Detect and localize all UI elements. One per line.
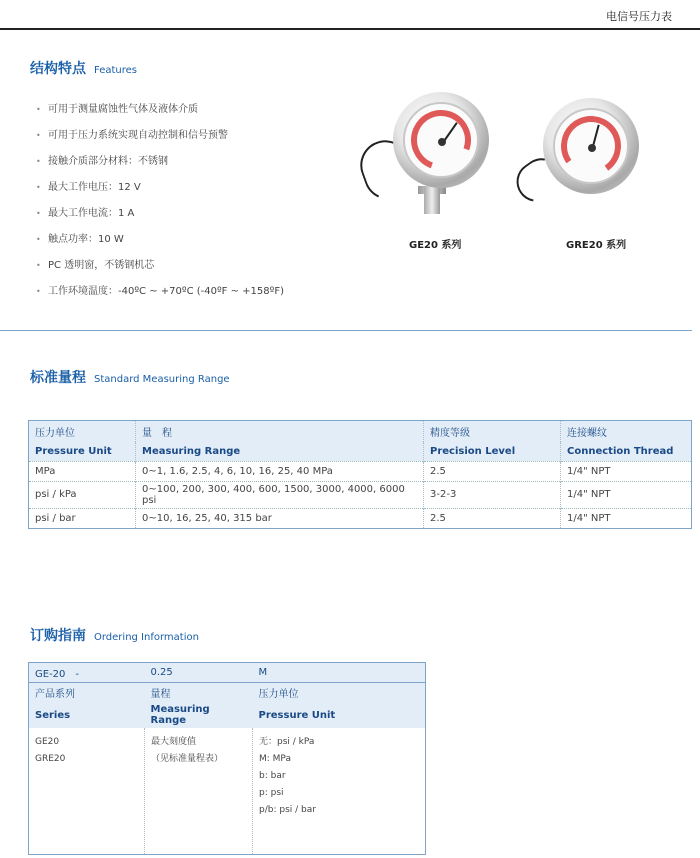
list-item: M: MPa bbox=[259, 754, 291, 764]
bullet-icon: • bbox=[36, 105, 41, 114]
range-heading bbox=[30, 367, 230, 387]
table-cell: 0~1, 1.6, 2.5, 4, 6, 10, 16, 25, 40 MPa bbox=[136, 461, 424, 481]
order-code-unit: M bbox=[253, 663, 426, 683]
order-header-row-zh bbox=[29, 683, 426, 703]
features-title-en: Features bbox=[94, 65, 137, 76]
order-code-row bbox=[29, 663, 426, 683]
table-cell: 0~100, 200, 300, 400, 600, 1500, 3000, 4000, 6000 psi bbox=[136, 481, 424, 508]
table-header-row-zh bbox=[29, 421, 692, 443]
table-cell: 1/4" NPT bbox=[561, 508, 692, 528]
list-item: p: psi bbox=[259, 788, 284, 798]
bullet-icon: • bbox=[36, 261, 41, 270]
gauge-face bbox=[553, 108, 629, 184]
header-cell: Precision Level bbox=[424, 442, 561, 461]
header-cell: 压力单位 bbox=[29, 421, 136, 443]
header-cell: 连接螺纹 bbox=[561, 421, 692, 443]
list-item: 最大刻度值 bbox=[151, 737, 197, 747]
ordering-table bbox=[28, 662, 426, 855]
feature-item: • 可用于压力系统实现自动控制和信号预警 bbox=[36, 129, 284, 155]
table-cell: 1/4" NPT bbox=[561, 481, 692, 508]
header-divider bbox=[0, 28, 700, 30]
header-cell: 量程 bbox=[145, 683, 253, 703]
header-cell: 量 程 bbox=[136, 421, 424, 443]
table-cell: 3-2-3 bbox=[424, 481, 561, 508]
section-divider bbox=[0, 330, 692, 331]
feature-item: • 接触介质部分材料：不锈钢 bbox=[36, 155, 284, 181]
header-cell: Measuring Range bbox=[145, 702, 253, 728]
table-header-row-en bbox=[29, 442, 692, 461]
gre20-caption: GRE20 系列 bbox=[566, 240, 627, 251]
order-heading bbox=[30, 625, 199, 645]
table-cell: 0~10, 16, 25, 40, 315 bar bbox=[136, 508, 424, 528]
list-item: GRE20 bbox=[35, 754, 66, 764]
order-code-series: GE-20 - bbox=[29, 663, 145, 683]
table-cell: MPa bbox=[29, 461, 136, 481]
bullet-icon: • bbox=[36, 157, 41, 166]
list-item: GE20 bbox=[35, 737, 60, 747]
series-options bbox=[29, 728, 145, 854]
table-cell: 1/4" NPT bbox=[561, 461, 692, 481]
header-cell: Connection Thread bbox=[561, 442, 692, 461]
feature-item: • 最大工作电压：12 V bbox=[36, 181, 284, 207]
header-cell: Pressure Unit bbox=[253, 702, 426, 728]
feature-item: • 触点功率：10 W bbox=[36, 233, 284, 259]
feature-item: • 可用于测量腐蚀性气体及液体介质 bbox=[36, 103, 284, 129]
table-row bbox=[29, 508, 692, 528]
bullet-icon: • bbox=[36, 287, 41, 296]
feature-item: • PC 透明窗，不锈钢机芯 bbox=[36, 259, 284, 285]
document-header-title: 电信号压力表 bbox=[606, 10, 672, 23]
gauge-face bbox=[403, 102, 479, 178]
order-code-range: 0.25 bbox=[145, 663, 253, 683]
feature-item: • 工作环境温度：-40ºC ~ +70ºC (-40ºF ~ +158ºF) bbox=[36, 285, 284, 311]
range-options bbox=[145, 728, 253, 854]
list-item: p/b: psi / bar bbox=[259, 805, 316, 815]
list-item: b: bar bbox=[259, 771, 286, 781]
header-cell: Pressure Unit bbox=[29, 442, 136, 461]
list-item: （见标准量程表） bbox=[151, 754, 224, 764]
header-cell: 产品系列 bbox=[29, 683, 145, 703]
features-title-zh: 结构特点 bbox=[30, 61, 86, 77]
table-cell: psi / kPa bbox=[29, 481, 136, 508]
table-row bbox=[29, 481, 692, 508]
header-cell: Series bbox=[29, 702, 145, 728]
bullet-icon: • bbox=[36, 131, 41, 140]
table-cell: psi / bar bbox=[29, 508, 136, 528]
order-title-en: Ordering Information bbox=[94, 632, 199, 643]
range-title-zh: 标准量程 bbox=[30, 370, 86, 386]
ge20-caption: GE20 系列 bbox=[409, 240, 462, 251]
bullet-icon: • bbox=[36, 235, 41, 244]
features-heading bbox=[30, 58, 137, 78]
order-header-row-en bbox=[29, 702, 426, 728]
table-row bbox=[29, 461, 692, 481]
gauge-stem bbox=[424, 186, 440, 214]
bullet-icon: • bbox=[36, 209, 41, 218]
measuring-range-table bbox=[28, 420, 692, 529]
feature-item: • 最大工作电流：1 A bbox=[36, 207, 284, 233]
range-title-en: Standard Measuring Range bbox=[94, 374, 230, 385]
header-cell: 精度等级 bbox=[424, 421, 561, 443]
features-list bbox=[36, 103, 284, 311]
list-item: 无：psi / kPa bbox=[259, 737, 315, 747]
bullet-icon: • bbox=[36, 183, 41, 192]
ge20-gauge-image bbox=[393, 92, 489, 188]
unit-options bbox=[253, 728, 426, 854]
header-cell: 压力单位 bbox=[253, 683, 426, 703]
table-cell: 2.5 bbox=[424, 508, 561, 528]
order-body-row bbox=[29, 728, 426, 854]
header-cell: Measuring Range bbox=[136, 442, 424, 461]
table-cell: 2.5 bbox=[424, 461, 561, 481]
order-title-zh: 订购指南 bbox=[30, 628, 86, 644]
gre20-gauge-image bbox=[543, 98, 639, 194]
